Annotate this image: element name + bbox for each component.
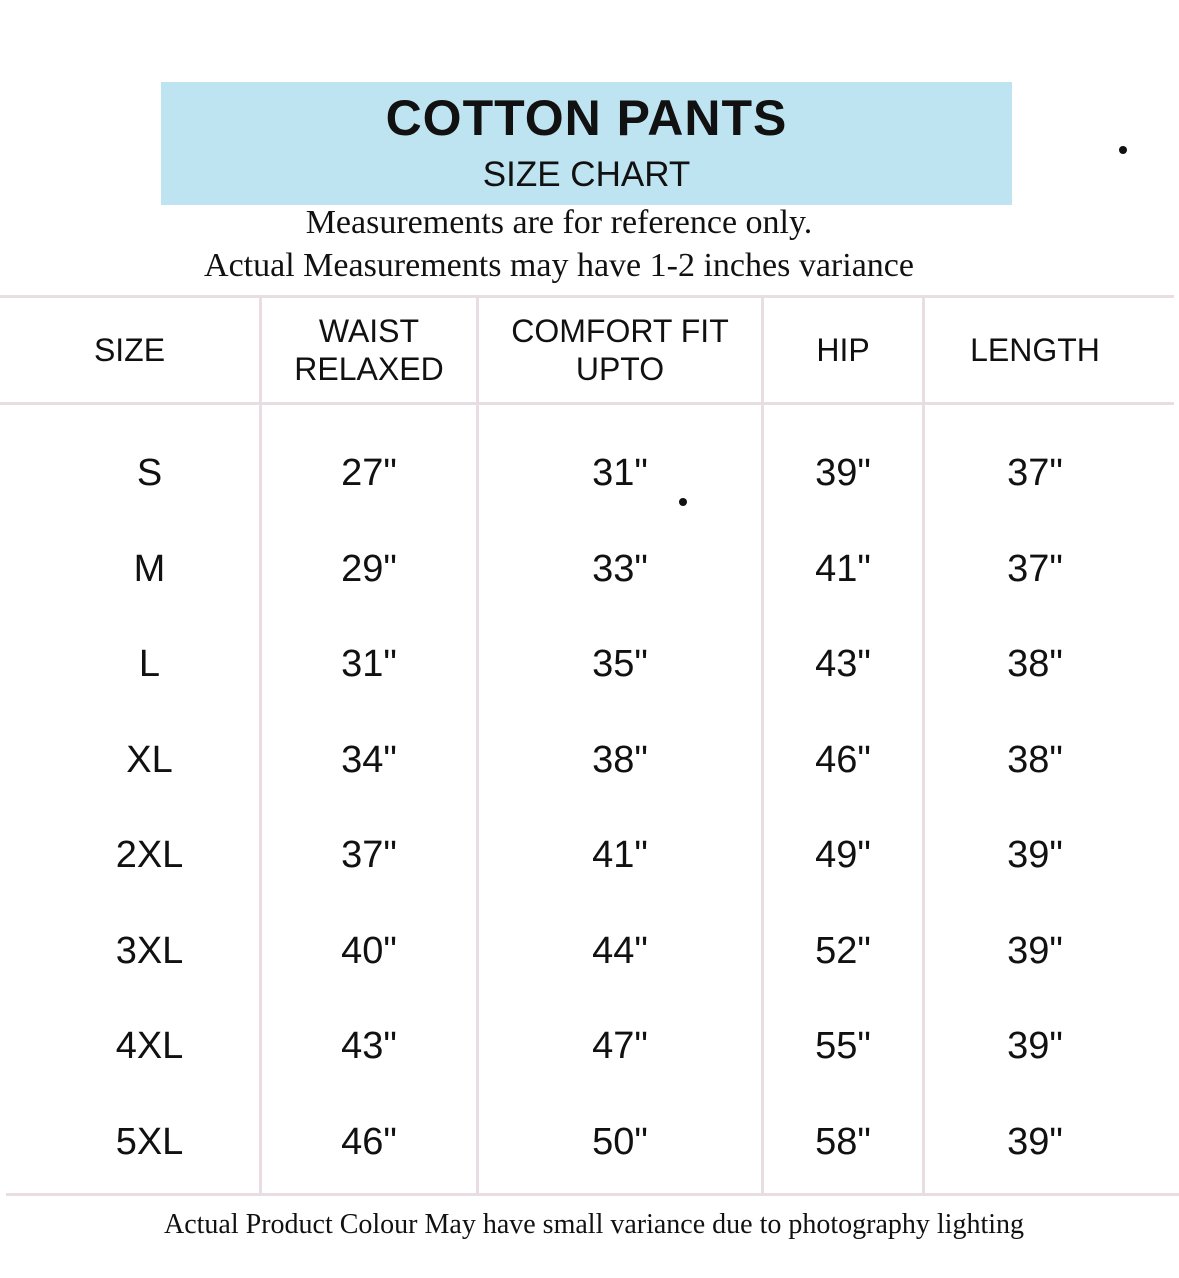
waist-cell: 43" — [341, 1025, 397, 1067]
size-cell: M — [133, 548, 166, 590]
header-comfort-line-1: COMFORT FIT — [511, 313, 729, 349]
header-waist-line-1: WAIST — [318, 313, 420, 349]
comfort-cell: 31" — [592, 452, 648, 494]
waist-cell: 31" — [341, 643, 397, 685]
header-size-line: SIZE — [93, 332, 166, 368]
length-cell: 39" — [1007, 930, 1063, 972]
comfort-cell: 38" — [592, 739, 648, 781]
header-comfort-line-2: UPTO — [575, 351, 665, 387]
size-cell: 3XL — [115, 930, 184, 972]
length-cell: 39" — [1007, 1025, 1063, 1067]
hip-cell: 55" — [815, 1025, 871, 1067]
header-comfort-fit — [479, 300, 761, 400]
stray-dot — [679, 498, 687, 506]
size-cell: 5XL — [115, 1121, 184, 1163]
size-cell: 4XL — [115, 1025, 184, 1067]
comfort-cell: 33" — [592, 548, 648, 590]
header-length — [925, 300, 1145, 400]
hip-cell: 49" — [815, 834, 871, 876]
waist-cell: 34" — [341, 739, 397, 781]
size-cell: S — [136, 452, 163, 494]
length-cell: 37" — [1007, 548, 1063, 590]
size-cell: XL — [126, 739, 173, 781]
hip-cell: 39" — [815, 452, 871, 494]
chart-title: COTTON PANTS — [385, 90, 788, 146]
header-length-line: LENGTH — [970, 332, 1100, 368]
waist-cell: 27" — [341, 452, 397, 494]
size-cell: 2XL — [115, 834, 184, 876]
length-cell: 38" — [1007, 643, 1063, 685]
stray-dot — [1119, 146, 1127, 154]
waist-cell: 29" — [341, 548, 397, 590]
hip-cell: 46" — [815, 739, 871, 781]
header-hip — [764, 300, 922, 400]
reference-note: Measurements are for reference only. — [305, 204, 813, 241]
chart-subtitle: SIZE CHART — [482, 155, 691, 194]
comfort-cell: 47" — [592, 1025, 648, 1067]
comfort-cell: 44" — [592, 930, 648, 972]
hip-cell: 41" — [815, 548, 871, 590]
footer-note: Actual Product Colour May have small variance due to photography lighting — [163, 1209, 1025, 1240]
waist-cell: 46" — [341, 1121, 397, 1163]
hip-cell: 52" — [815, 930, 871, 972]
header-waist-line-2: RELAXED — [294, 351, 444, 387]
comfort-cell: 50" — [592, 1121, 648, 1163]
hip-cell: 43" — [815, 643, 871, 685]
length-cell: 39" — [1007, 834, 1063, 876]
variance-note: Actual Measurements may have 1-2 inches variance — [204, 247, 914, 284]
table-top-border — [0, 295, 1174, 298]
header-size — [0, 300, 259, 400]
comfort-cell: 41" — [592, 834, 648, 876]
title-banner — [161, 82, 1012, 205]
length-cell: 37" — [1007, 452, 1063, 494]
hip-cell: 58" — [815, 1121, 871, 1163]
header-waist — [262, 300, 476, 400]
comfort-cell: 35" — [592, 643, 648, 685]
waist-cell: 40" — [341, 930, 397, 972]
length-cell: 39" — [1007, 1121, 1063, 1163]
size-cell: L — [138, 643, 161, 685]
header-bottom-border — [0, 402, 1174, 405]
length-cell: 38" — [1007, 739, 1063, 781]
table-bottom-border — [6, 1193, 1179, 1196]
waist-cell: 37" — [341, 834, 397, 876]
header-hip-line: HIP — [816, 332, 870, 368]
